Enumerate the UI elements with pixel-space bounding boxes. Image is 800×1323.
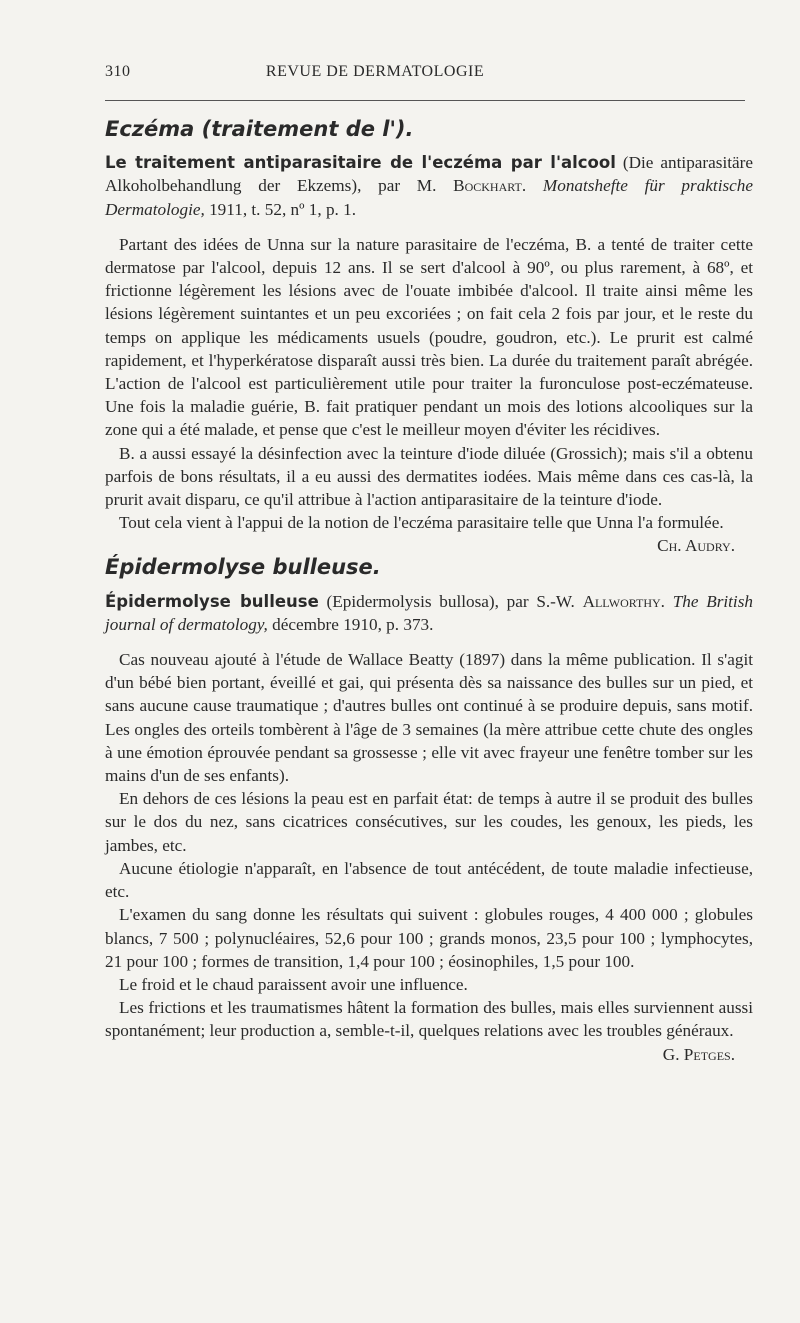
reference-eczema: [105, 151, 753, 221]
paragraph: L'examen du sang donne les résultats qui suivent : globules rouges, 4 400 000 ; globules blancs, 7 500 ; polynucléaires, 52,6 pour 100 ; grands monos, 23,5 pour 100 ; lymphocytes, 21 pour 100 ; formes de transition, 1,4 pour 100 ; éosinophiles, 1,5 pour 100.: [105, 905, 753, 971]
section-title-eczema: Eczéma (traitement de l').: [105, 117, 414, 141]
reference-title: Le traitement antiparasitaire de l'eczéma par l'alcool: [105, 153, 616, 173]
reference-original-title: (Epidermolysis bullosa), par S.-W.: [326, 591, 575, 611]
paragraph: B. a aussi essayé la désinfection avec la teinture d'iode diluée (Grossich); mais s'il a obtenu parfois de bons résultats, il a eu aussi des dermatites iodées. Mais même dans ces cas-là, la prurit avait disparu, ce qu'il attribue à l'action antiparasitaire de la teinture d'iode.: [105, 443, 753, 510]
header-rule: [105, 100, 745, 101]
reference-title: Épidermolyse bulleuse: [105, 591, 319, 611]
paragraph-text: Les frictions et les traumatismes hâtent la formation des bulles, mais elles surviennent aussi spontanément; leur production a, semble-t-il, quelques relations avec les troubles généraux.: [105, 998, 753, 1041]
reference-details: décembre 1910, p. 373.: [272, 614, 434, 634]
reference-details: 1911, t. 52, nº 1, p. 1.: [209, 199, 357, 219]
signature: Ch. Audry.: [657, 536, 735, 556]
reference-journal: The British journal of dermatology,: [105, 591, 753, 634]
reference-epidermolyse: [105, 590, 753, 636]
paragraph-with-signature: [105, 996, 753, 1064]
paragraph: Cas nouveau ajouté à l'étude de Wallace Beatty (1897) dans la même publication. Il s'agit d'un bébé bien portant, éveillé et gai, qui présenta dès sa naissance des bulles sur un pied, et sans aucune cause traumatique ; d'autres bulles ont continué à se produire depuis, sans motif. Les ongles des orteils tombèrent à l'âge de 3 semaines (la mère attribue cette chute des ongles à une émotion éprouvée pendant sa grossesse ; elle vit avec frayeur une fenêtre tomber sur les mains d'un de ses enfants).: [105, 650, 753, 786]
paragraph-text: Tout cela vient à l'appui de la notion de l'eczéma parasitaire telle que Unna l'a formulée.: [119, 513, 724, 533]
reference-original-title: (Die antiparasitäre Alkoholbehandlung der Ekzems), par M.: [105, 153, 753, 196]
reference-journal: Monatshefte für praktische Dermatologie,: [105, 176, 754, 219]
article-body: [105, 118, 753, 1066]
paragraph: En dehors de ces lésions la peau est en parfait état: de temps à autre il se produit des bulles sur le dos du nez, sans cicatrices consécutives, sur les coudes, les genoux, les pieds, les jambes, etc.: [105, 789, 753, 855]
paragraph: Aucune étiologie n'apparaît, en l'absence de tout antécédent, de toute maladie infectieuse, etc.: [105, 858, 753, 902]
reference-author: Bockhart.: [453, 176, 527, 196]
paragraph: Le froid et le chaud paraissent avoir une influence.: [119, 974, 468, 994]
journal-title: REVUE DE DERMATOLOGIE: [265, 63, 485, 80]
reference-author: Allworthy.: [582, 591, 665, 611]
paragraph: Partant des idées de Unna sur la nature parasitaire de l'eczéma, B. a tenté de traiter cette dermatose par l'alcool, depuis 12 ans. Il se sert d'alcool à 90º, ou plus rarement, à 68º, et frictionne légèrement les lésions avec de l'ouate imbibée d'alcool. Il traite ainsi même les lésions légèrement suintantes et un peu excoriées ; on fait cela 2 fois par jour, et le reste du temps on applique les médicaments usuels (poudre, goudron, etc.). Le prurit est calmé rapidement, et l'hyperkératose disparaît aussi très bien. La durée du traitement paraît abrégée. L'action de l'alcool est particulièrement utile pour traiter la furonculose post-eczémateuse. Une fois la maladie guérie, B. fait pratiquer pendant un mois des lotions alcooliques sur la zone qui a été malade, et pense que c'est le meilleur moyen d'éviter les récidives.: [105, 234, 753, 440]
paragraph-with-signature: [105, 511, 753, 556]
signature: G. Petges.: [662, 1044, 735, 1064]
section-title-epidermolyse: Épidermolyse bulleuse.: [105, 555, 381, 580]
page-number: 310: [105, 63, 131, 80]
